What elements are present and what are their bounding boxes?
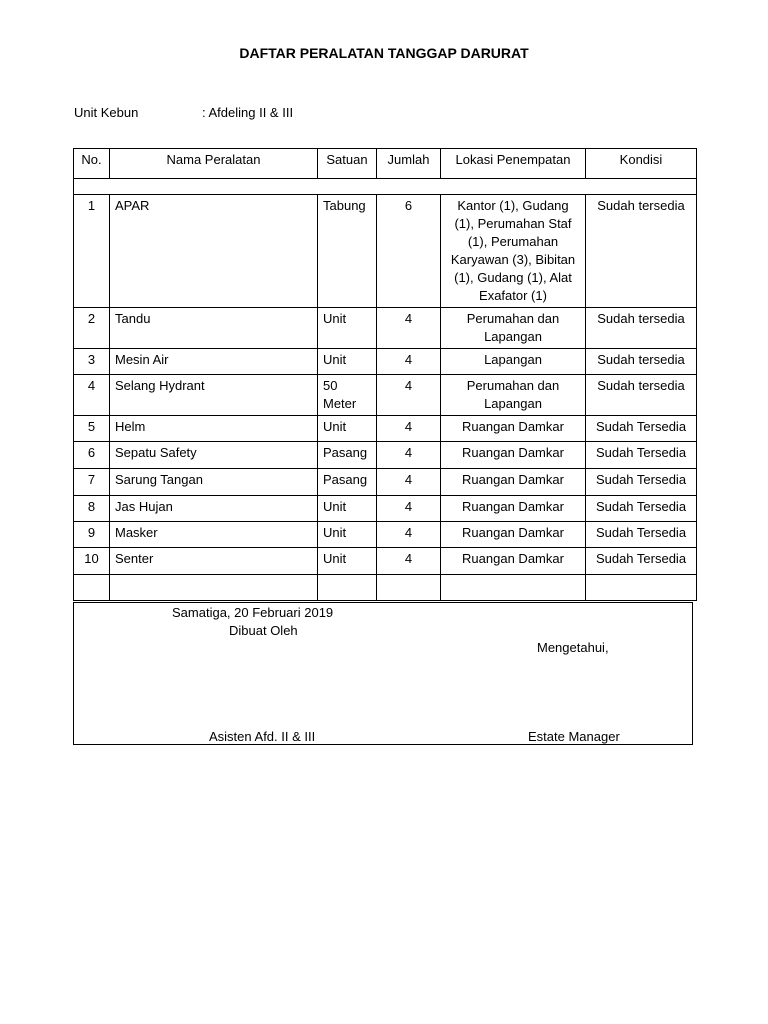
cell-lokasi: Ruangan Damkar <box>441 548 586 575</box>
equipment-table <box>73 148 697 601</box>
table-row <box>74 548 697 575</box>
cell-satuan: 50 Meter <box>318 375 377 416</box>
empty-cell <box>74 575 110 601</box>
cell-no: 9 <box>74 522 110 548</box>
cell-lokasi: Ruangan Damkar <box>441 522 586 548</box>
unit-label: Unit Kebun <box>74 105 139 120</box>
cell-no: 8 <box>74 496 110 522</box>
signature-box <box>73 602 693 745</box>
cell-kondisi: Sudah Tersedia <box>586 548 697 575</box>
cell-lokasi: Ruangan Damkar <box>441 416 586 442</box>
cell-nama: Helm <box>110 416 318 442</box>
cell-lokasi: Ruangan Damkar <box>441 496 586 522</box>
cell-jumlah: 4 <box>377 416 441 442</box>
cell-nama: Selang Hydrant <box>110 375 318 416</box>
cell-kondisi: Sudah Tersedia <box>586 442 697 469</box>
cell-kondisi: Sudah tersedia <box>586 195 697 308</box>
cell-nama: Jas Hujan <box>110 496 318 522</box>
cell-lokasi: Perumahan dan Lapangan <box>441 375 586 416</box>
right-signatory-role: Estate Manager <box>528 729 620 744</box>
place-date: Samatiga, 20 Februari 2019 <box>172 605 334 620</box>
table-row <box>74 195 697 308</box>
cell-jumlah: 4 <box>377 496 441 522</box>
header-lokasi: Lokasi Penempatan <box>441 149 586 179</box>
cell-kondisi: Sudah Tersedia <box>586 496 697 522</box>
table-row <box>74 522 697 548</box>
cell-jumlah: 4 <box>377 349 441 375</box>
cell-kondisi: Sudah tersedia <box>586 375 697 416</box>
acknowledged-label: Mengetahui, <box>537 640 609 655</box>
cell-jumlah: 4 <box>377 308 441 349</box>
cell-kondisi: Sudah tersedia <box>586 349 697 375</box>
cell-satuan: Pasang <box>318 469 377 496</box>
cell-satuan: Unit <box>318 522 377 548</box>
cell-satuan: Pasang <box>318 442 377 469</box>
table-row <box>74 375 697 416</box>
cell-jumlah: 4 <box>377 442 441 469</box>
cell-nama: APAR <box>110 195 318 308</box>
made-by-label: Dibuat Oleh <box>229 623 298 638</box>
cell-lokasi: Ruangan Damkar <box>441 442 586 469</box>
left-signatory-role: Asisten Afd. II & III <box>209 729 316 744</box>
cell-kondisi: Sudah Tersedia <box>586 522 697 548</box>
cell-jumlah: 6 <box>377 195 441 308</box>
header-jumlah: Jumlah <box>377 149 441 179</box>
cell-no: 3 <box>74 349 110 375</box>
cell-satuan: Unit <box>318 548 377 575</box>
cell-satuan: Unit <box>318 416 377 442</box>
cell-lokasi: Ruangan Damkar <box>441 469 586 496</box>
empty-cell <box>586 575 697 601</box>
cell-nama: Senter <box>110 548 318 575</box>
header-no: No. <box>74 149 110 179</box>
cell-nama: Sarung Tangan <box>110 469 318 496</box>
table-row <box>74 469 697 496</box>
unit-value: : Afdeling II & III <box>202 105 294 120</box>
header-kondisi: Kondisi <box>586 149 697 179</box>
cell-no: 2 <box>74 308 110 349</box>
cell-no: 6 <box>74 442 110 469</box>
header-satuan: Satuan <box>318 149 377 179</box>
cell-kondisi: Sudah Tersedia <box>586 416 697 442</box>
cell-nama: Sepatu Safety <box>110 442 318 469</box>
cell-no: 7 <box>74 469 110 496</box>
cell-no: 5 <box>74 416 110 442</box>
cell-no: 10 <box>74 548 110 575</box>
cell-jumlah: 4 <box>377 548 441 575</box>
empty-cell <box>441 575 586 601</box>
document-title: DAFTAR PERALATAN TANGGAP DARURAT <box>239 45 529 61</box>
table-header-row <box>74 149 697 179</box>
header-nama: Nama Peralatan <box>110 149 318 179</box>
cell-jumlah: 4 <box>377 469 441 496</box>
table-row <box>74 442 697 469</box>
cell-nama: Masker <box>110 522 318 548</box>
cell-satuan: Unit <box>318 496 377 522</box>
empty-cell <box>110 575 318 601</box>
cell-lokasi: Kantor (1), Gudang (1), Perumahan Staf (1), Perumahan Karyawan (3), Bibitan (1), Gudang (1), Alat Exafator (1) <box>441 195 586 308</box>
cell-kondisi: Sudah tersedia <box>586 308 697 349</box>
cell-no: 1 <box>74 195 110 308</box>
cell-nama: Mesin Air <box>110 349 318 375</box>
cell-lokasi: Perumahan dan Lapangan <box>441 308 586 349</box>
cell-kondisi: Sudah Tersedia <box>586 469 697 496</box>
cell-nama: Tandu <box>110 308 318 349</box>
cell-jumlah: 4 <box>377 522 441 548</box>
cell-satuan: Tabung <box>318 195 377 308</box>
empty-cell <box>377 575 441 601</box>
table-empty-row <box>74 575 697 601</box>
cell-satuan: Unit <box>318 308 377 349</box>
cell-lokasi: Lapangan <box>441 349 586 375</box>
table-row <box>74 496 697 522</box>
empty-cell <box>318 575 377 601</box>
cell-satuan: Unit <box>318 349 377 375</box>
table-spacer-row <box>74 179 697 195</box>
table-row <box>74 308 697 349</box>
cell-jumlah: 4 <box>377 375 441 416</box>
table-row <box>74 416 697 442</box>
cell-no: 4 <box>74 375 110 416</box>
table-row <box>74 349 697 375</box>
